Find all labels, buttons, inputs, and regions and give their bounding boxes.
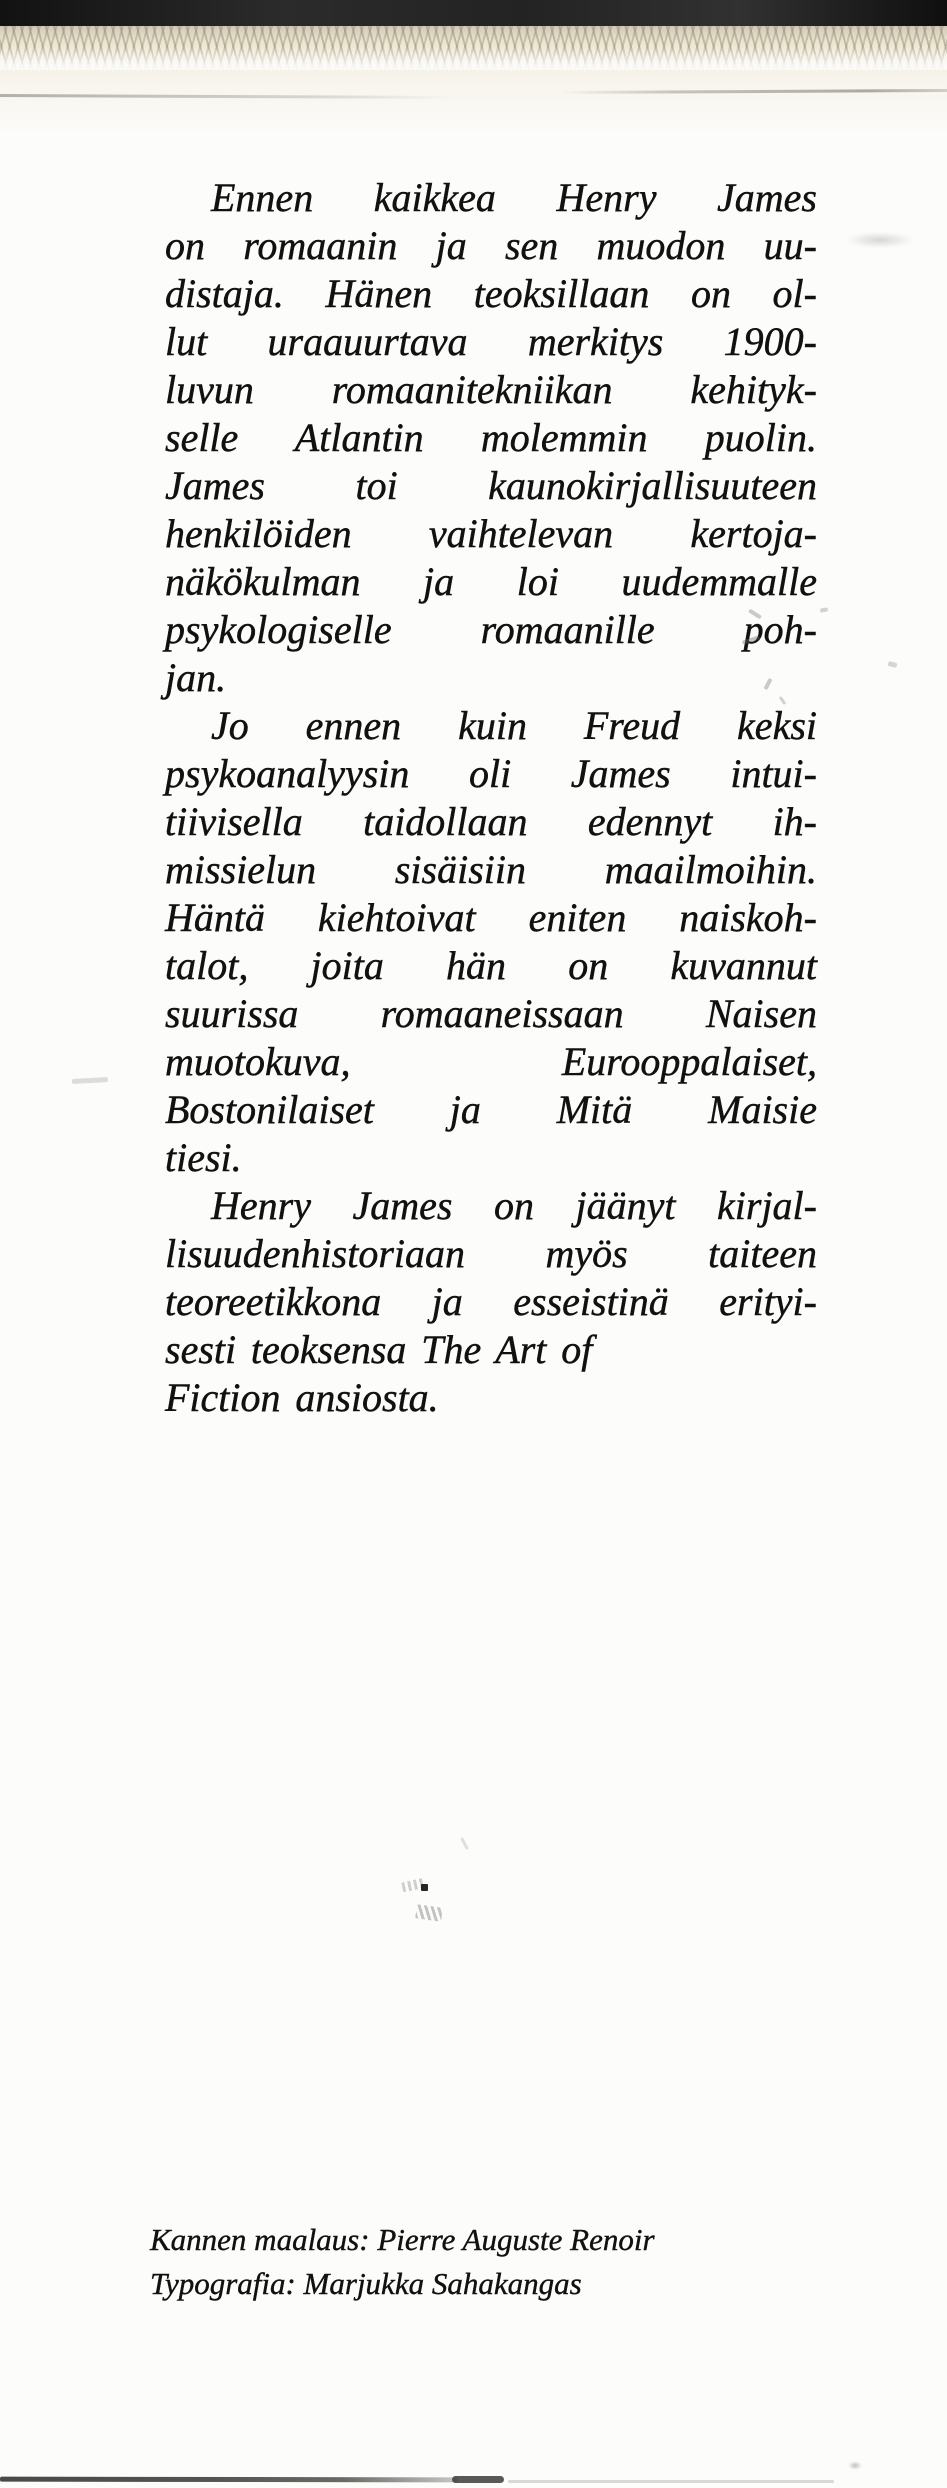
paper-cream-tint <box>0 70 947 136</box>
credit-line: Kannen maalaus: Pierre Auguste Renoir <box>150 2222 655 2257</box>
scan-smudge <box>820 607 829 612</box>
ink-spot <box>421 1884 428 1891</box>
text-line: sesti teoksensa The Art of <box>165 1327 593 1372</box>
text-line: distaja. Hänen teoksillaan on ol- <box>165 271 817 316</box>
scan-smudge <box>460 1837 469 1850</box>
text-line: lisuudenhistoriaan myös taiteen <box>165 1231 817 1276</box>
body-text <box>165 174 817 1422</box>
text-line: suurissa romaaneissaan Naisen <box>165 991 817 1036</box>
text-line: näkökulman ja loi uudemmalle <box>165 559 817 604</box>
text-line: psykoanalyysin oli James intui- <box>165 751 817 796</box>
text-line: on romaanin ja sen muodon uu- <box>165 223 817 268</box>
text-line: tiivisella taidollaan edennyt ih- <box>165 799 817 844</box>
text-line: missielun sisäisiin maailmoihin. <box>165 847 817 892</box>
text-line: Fiction ansiosta. <box>165 1375 439 1420</box>
scan-speck <box>848 2461 862 2470</box>
scan-smudge <box>415 1904 443 1921</box>
text-line: Häntä kiehtoivat eniten naiskoh- <box>165 895 817 940</box>
cloth-stitch-texture <box>0 26 947 76</box>
text-line: James toi kaunokirjallisuuteen <box>165 463 817 508</box>
text-line: teoreetikkona ja esseistinä erityi- <box>165 1279 817 1324</box>
text-line: tiesi. <box>165 1135 242 1180</box>
scan-top-dark-band <box>0 0 947 26</box>
text-line: Henry James on jäänyt kirjal- <box>211 1183 817 1228</box>
credit-line: Typografia: Marjukka Sahakangas <box>150 2266 582 2301</box>
scan-bottom-line <box>452 2476 504 2483</box>
scan-smudge <box>888 661 898 668</box>
text-line: selle Atlantin molemmin puolin. <box>165 415 817 460</box>
text-line: psykologiselle romaanille poh- <box>165 607 817 652</box>
scan-bottom-line <box>508 2480 834 2483</box>
text-line: jan. <box>165 655 227 700</box>
text-line: Jo ennen kuin Freud keksi <box>211 703 817 748</box>
credits-text <box>150 2218 655 2306</box>
text-line: Bostonilaiset ja Mitä Maisie <box>165 1087 817 1132</box>
scan-bottom-line <box>0 2477 458 2483</box>
text-line: henkilöiden vaihtelevan kertoja- <box>165 511 817 556</box>
text-line: luvun romaanitekniikan kehityk- <box>165 367 817 412</box>
scan-smudge <box>845 232 915 248</box>
text-line: lut uraauurtava merkitys 1900- <box>165 319 817 364</box>
text-line: Ennen kaikkea Henry James <box>211 175 817 220</box>
text-line: muotokuva, Eurooppalaiset, <box>165 1039 817 1084</box>
scan-smudge <box>72 1077 108 1084</box>
text-line: talot, joita hän on kuvannut <box>165 943 817 988</box>
